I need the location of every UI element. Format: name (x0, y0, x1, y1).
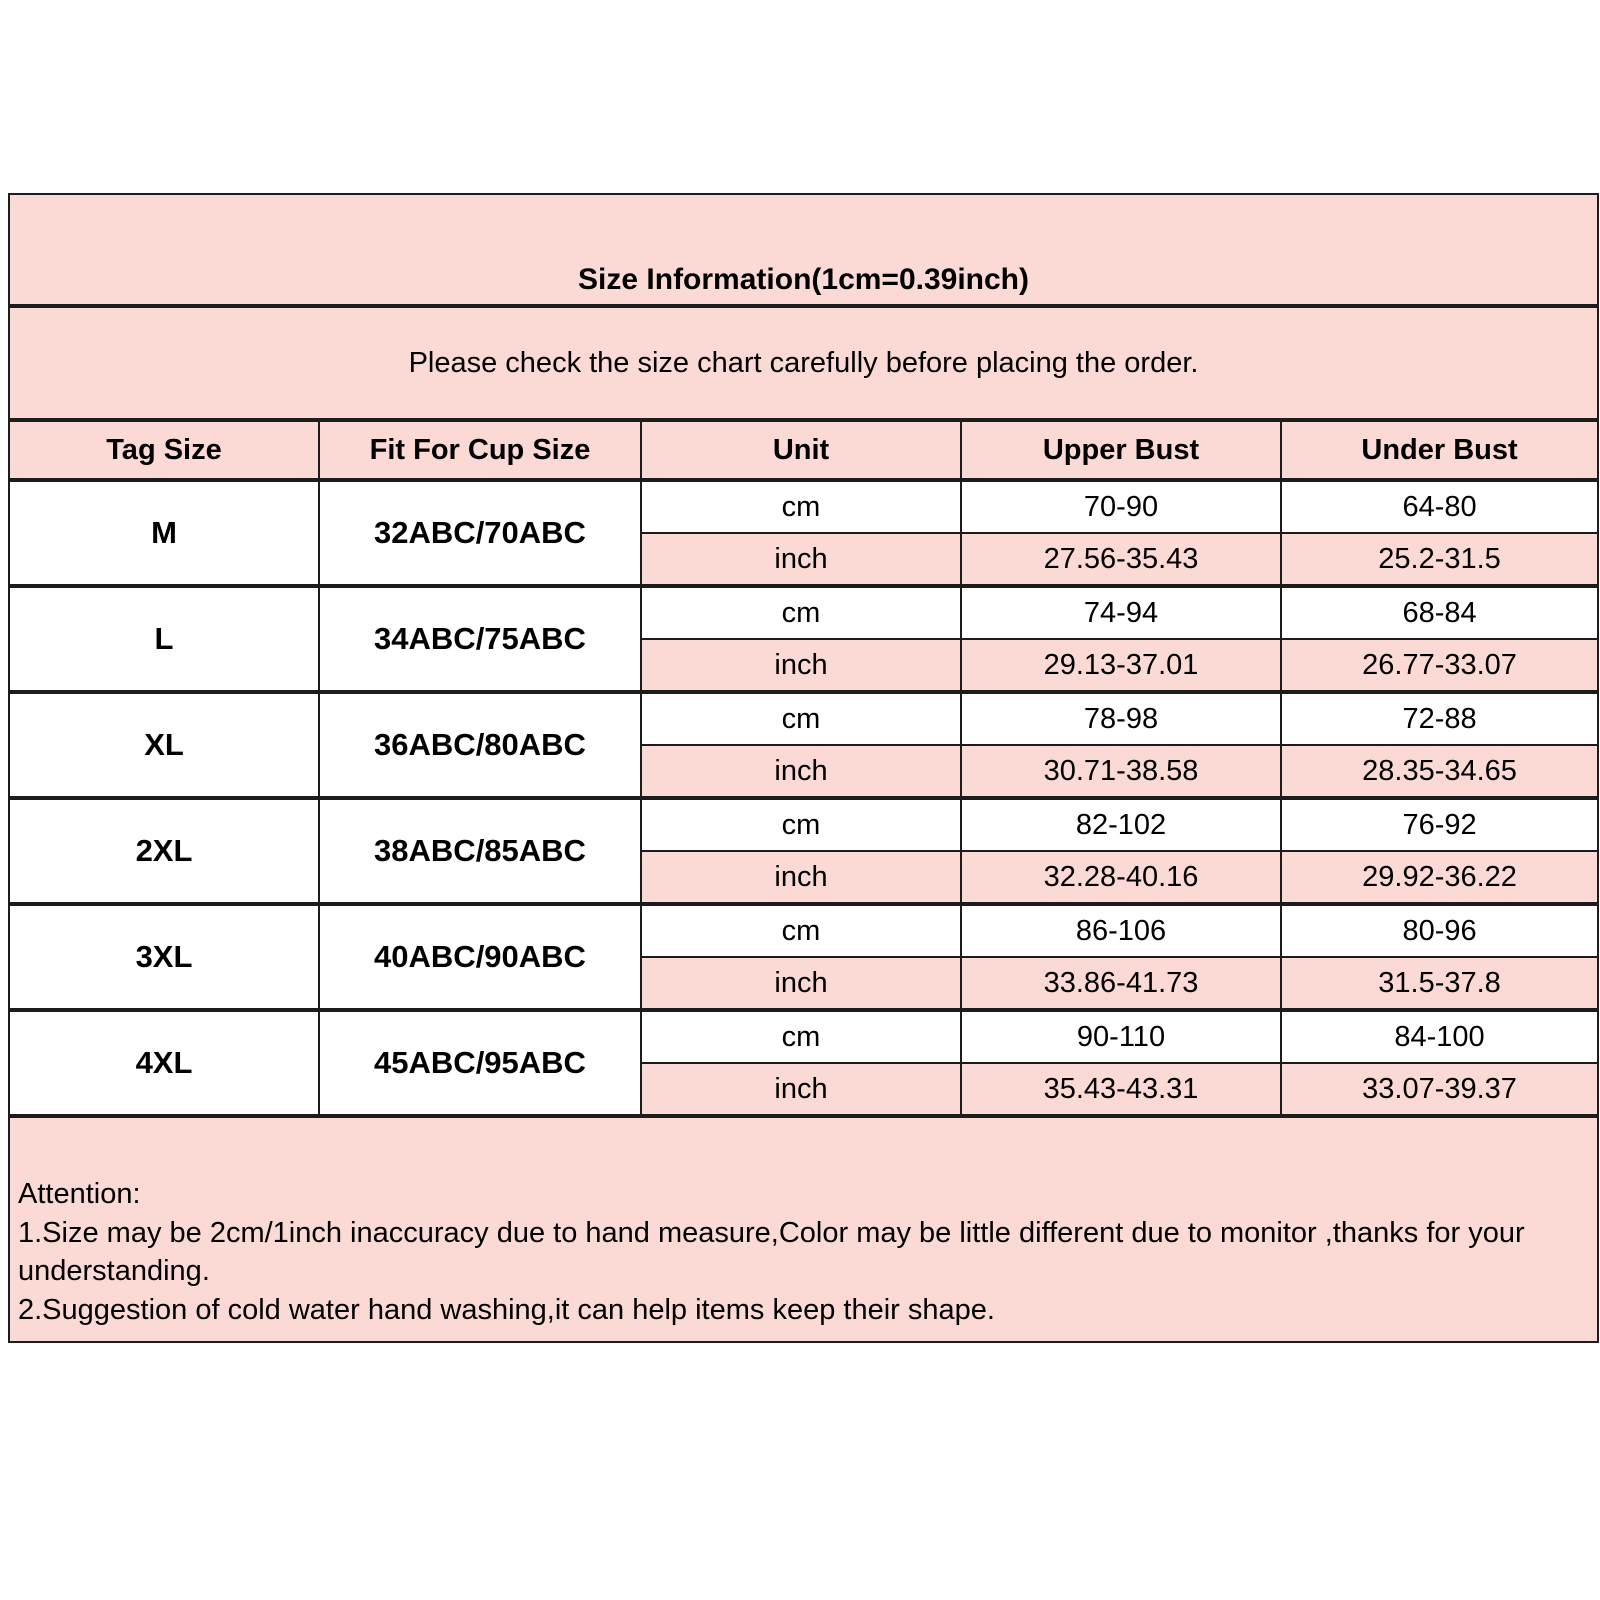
under-bust-cell: 76-92 (1281, 798, 1598, 851)
tag-size-cell: 2XL (9, 798, 319, 904)
unit-cell: cm (641, 1010, 961, 1063)
attention-line-1: 1.Size may be 2cm/1inch inaccuracy due to hand measure,Color may be little different due to monitor ,thanks for your understanding. (18, 1216, 1525, 1287)
size-table (8, 193, 1599, 1343)
upper-bust-cell: 78-98 (961, 692, 1281, 745)
unit-cell: cm (641, 692, 961, 745)
under-bust-cell: 72-88 (1281, 692, 1598, 745)
column-header-unit: Unit (641, 420, 961, 480)
header-row (9, 420, 1598, 480)
upper-bust-cell: 90-110 (961, 1010, 1281, 1063)
upper-bust-cell: 33.86-41.73 (961, 957, 1281, 1010)
unit-cell: cm (641, 798, 961, 851)
unit-cell: cm (641, 480, 961, 533)
unit-cell: cm (641, 586, 961, 639)
table-row (9, 692, 1598, 745)
upper-bust-cell: 82-102 (961, 798, 1281, 851)
under-bust-cell: 33.07-39.37 (1281, 1063, 1598, 1116)
table-row (9, 480, 1598, 533)
under-bust-cell: 31.5-37.8 (1281, 957, 1598, 1010)
cup-size-cell: 34ABC/75ABC (319, 586, 641, 692)
cup-size-cell: 38ABC/85ABC (319, 798, 641, 904)
under-bust-cell: 84-100 (1281, 1010, 1598, 1063)
cup-size-cell: 40ABC/90ABC (319, 904, 641, 1010)
unit-cell: cm (641, 904, 961, 957)
cup-size-cell: 36ABC/80ABC (319, 692, 641, 798)
cup-size-cell: 45ABC/95ABC (319, 1010, 641, 1116)
tag-size-cell: XL (9, 692, 319, 798)
page-title: Size Information(1cm=0.39inch) (9, 194, 1598, 306)
tag-size-cell: 4XL (9, 1010, 319, 1116)
upper-bust-cell: 27.56-35.43 (961, 533, 1281, 586)
under-bust-cell: 80-96 (1281, 904, 1598, 957)
title-row (9, 194, 1598, 306)
unit-cell: inch (641, 851, 961, 904)
attention-line-2: 2.Suggestion of cold water hand washing,it can help items keep their shape. (18, 1293, 995, 1326)
cup-size-cell: 32ABC/70ABC (319, 480, 641, 586)
under-bust-cell: 26.77-33.07 (1281, 639, 1598, 692)
unit-cell: inch (641, 533, 961, 586)
table-row (9, 798, 1598, 851)
tag-size-cell: M (9, 480, 319, 586)
tag-size-cell: L (9, 586, 319, 692)
column-header-under-bust: Under Bust (1281, 420, 1598, 480)
under-bust-cell: 28.35-34.65 (1281, 745, 1598, 798)
unit-cell: inch (641, 1063, 961, 1116)
table-row (9, 904, 1598, 957)
under-bust-cell: 64-80 (1281, 480, 1598, 533)
upper-bust-cell: 70-90 (961, 480, 1281, 533)
upper-bust-cell: 29.13-37.01 (961, 639, 1281, 692)
unit-cell: inch (641, 639, 961, 692)
column-header-cup-size: Fit For Cup Size (319, 420, 641, 480)
upper-bust-cell: 30.71-38.58 (961, 745, 1281, 798)
column-header-upper-bust: Upper Bust (961, 420, 1281, 480)
attention-heading: Attention: (18, 1178, 141, 1210)
tag-size-cell: 3XL (9, 904, 319, 1010)
column-header-tag-size: Tag Size (9, 420, 319, 480)
under-bust-cell: 68-84 (1281, 586, 1598, 639)
table-row (9, 586, 1598, 639)
table-row (9, 1010, 1598, 1063)
unit-cell: inch (641, 745, 961, 798)
attention-row (9, 1116, 1598, 1342)
under-bust-cell: 29.92-36.22 (1281, 851, 1598, 904)
under-bust-cell: 25.2-31.5 (1281, 533, 1598, 586)
subtitle-row (9, 306, 1598, 420)
size-chart-notice: Please check the size chart carefully before placing the order. (9, 306, 1598, 420)
upper-bust-cell: 74-94 (961, 586, 1281, 639)
upper-bust-cell: 35.43-43.31 (961, 1063, 1281, 1116)
upper-bust-cell: 32.28-40.16 (961, 851, 1281, 904)
upper-bust-cell: 86-106 (961, 904, 1281, 957)
unit-cell: inch (641, 957, 961, 1010)
